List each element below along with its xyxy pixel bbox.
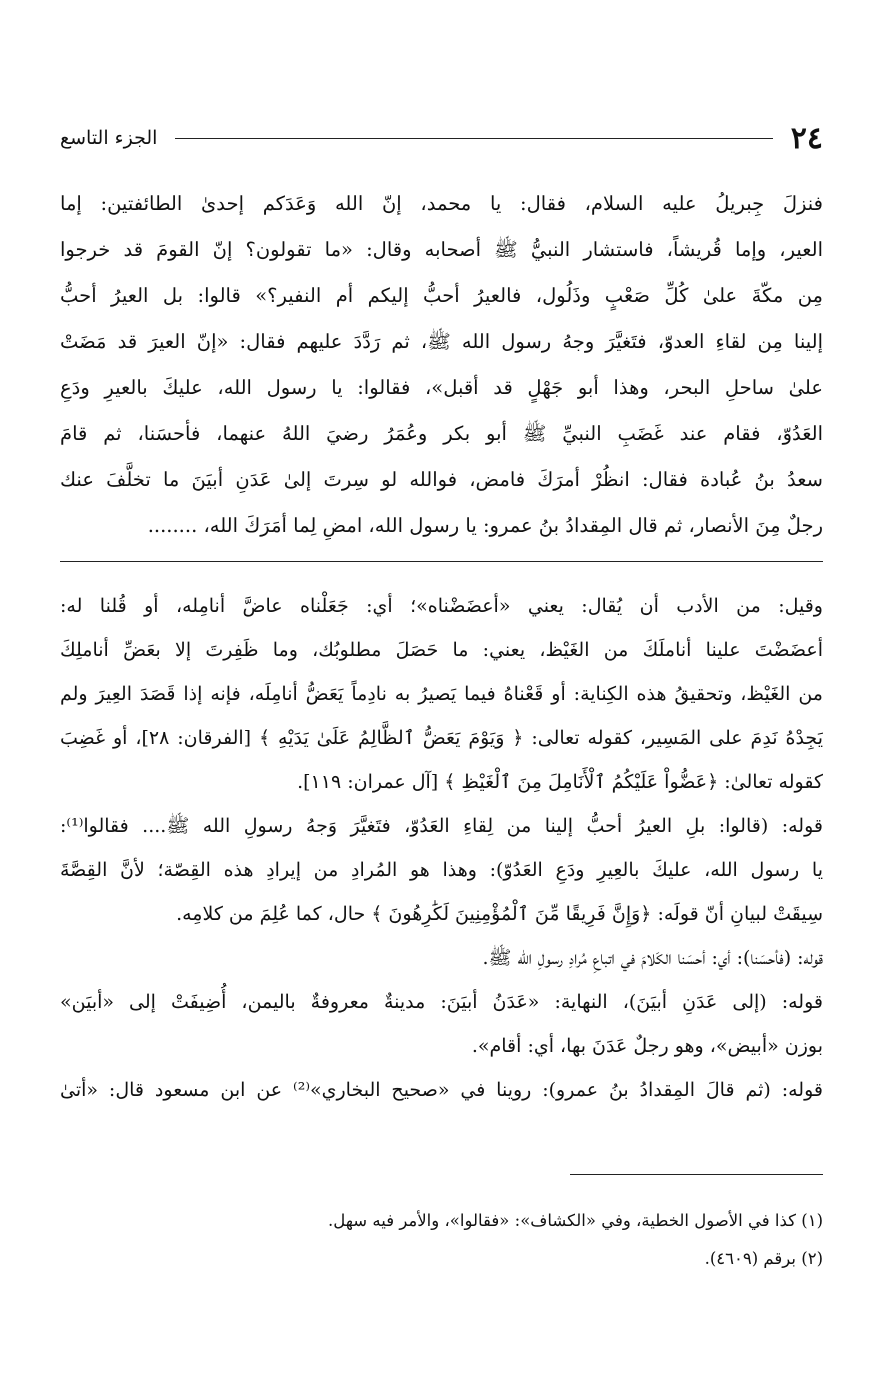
commentary-line: أعضَضْتَ علينا أناملَكَ من الغَيْظ، يعني: ما حَصَلَ مطلوبُك، وما ظَفِرتَ إلا بعَضِّ أناملِكَ	[60, 639, 823, 661]
section-divider	[60, 561, 823, 562]
commentary-line: وقيل: من الأدب أن يُقال: يعني «أعضَضْناه»؛ أي: جَعَلْناه عاضَّ أنامِله، أو قُلنا له:	[60, 595, 823, 617]
header-rule	[175, 138, 772, 139]
commentary-line: قوله: (إلى عَدَنِ أبيَنَ)، النهاية: «عَدَنُ أبيَنَ: مدينةٌ معروفةٌ باليمن، أُضِيفَتْ إلى «أبيَن»	[60, 991, 823, 1013]
commentary-text	[60, 584, 823, 1112]
page-number: ٢٤	[790, 120, 823, 156]
footnote: (١) كذا في الأصول الخطية، وفي «الكشاف»: «فقالوا»، والأمر فيه سهل.	[327, 1211, 823, 1230]
main-line: مِن مكّةَ علىٰ كُلِّ صَعْبٍ وذَلُول، فالعيرُ أحبُّ إليكم أم النفير؟» قالوا: بل العيرُ أحبُّ	[60, 284, 823, 307]
commentary-line: سِيقَتْ لبيانِ أنّ قولَه: ﴿وَإِنَّ فَرِيقًا مِّنَ ٱلْمُؤْمِنِينَ لَكَٰرِهُونَ ﴾ حال، كما عُلِمَ من كلامِه.	[176, 903, 823, 925]
main-line: العير، وإما قُريشاً، فاستشار النبيُّ ﷺ أصحابه وقال: «ما تقولون؟ إنّ القومَ قد خرجوا	[60, 238, 823, 261]
commentary-line: بوزن «أبيض»، وهو رجلٌ عَدَنَ بها، أي: أقام».	[471, 1035, 823, 1057]
commentary-line: من الغَيْظ، وتحقيقُ هذه الكِناية: أو قَعْناهُ فيما يَصيرُ به نادِماً يَعَضُّ أنامِلَه، فإنه إذا قَصَدَ العِيرَ ولم	[60, 683, 823, 705]
main-line: فنزلَ جِبريلُ عليه السلام، فقال: يا محمد، إنّ الله وَعَدَكم إحدىٰ الطائفتين: إما	[60, 192, 823, 215]
commentary-line: يَجِدْهُ نَدِمَ على المَسِير، كقوله تعالى: ﴿ وَيَوْمَ يَعَضُّ ٱلظَّالِمُ عَلَىٰ يَدَيْهِ ﴾ [الفرقان: ٢٨]، أو غَضِبَ	[60, 727, 823, 749]
commentary-line: كقوله تعالىٰ: ﴿عَضُّواْ عَلَيْكُمُ ٱلْأَنَامِلَ مِنَ ٱلْغَيْظِ ﴾ [آل عمران: ١١٩].	[297, 771, 823, 793]
footnote-divider	[570, 1174, 823, 1175]
commentary-line: يا رسول الله، عليكَ بالعِيرِ ودَعِ العَدُوّ): وهذا هو المُرادِ من إيرادِ هذه القِصّة؛ لأنَّ القِصَّةَ	[60, 859, 823, 881]
commentary-line: قوله: (ثم قالَ المِقدادُ بنُ عمرو): روينا في «صحيح البخاري»⁽²⁾ عن ابن مسعود قال: «أتىٰ	[60, 1079, 823, 1101]
main-line: إلينا مِن لقاءِ العدوّ، فتَغيَّرَ وجهُ رسول الله ﷺ، ثم رَدَّدَ عليهم فقال: «إنّ العيرَ قد مَضَتْ	[60, 330, 823, 353]
footnotes	[60, 1202, 823, 1278]
commentary-line: قوله: (فأحسَنا): أي: أحسَنا الكَلامَ في اتباعِ مُرادِ رسولِ الله ﷺ.	[482, 947, 823, 969]
part-title: الجزء التاسع	[60, 127, 158, 149]
main-line: رجلٌ مِنَ الأنصار، ثم قال المِقدادُ بنُ عمرو: يا رسول الله، امضِ لِما أمَرَكَ الله، ........	[147, 514, 823, 537]
main-text	[60, 181, 823, 549]
main-line: العَدُوّ، فقام عند غَضَبِ النبيِّ ﷺ أبو بكر وعُمَرُ رضيَ اللهُ عنهما، فأحسَنا، ثم قامَ	[60, 422, 823, 445]
main-line: سعدُ بنُ عُبادة فقال: انظُرْ أمرَكَ فامض، فوالله لو سِرتَ إلىٰ عَدَنِ أبيَنَ ما تخلَّفَ عنك	[60, 468, 823, 491]
commentary-line: قوله: (قالوا: بلِ العيرُ أحبُّ إلينا من لِقاءِ العَدُوّ، فتَغيَّرَ وَجهُ رسولِ الله ﷺ.... فقالوا⁽¹⁾:	[60, 815, 823, 837]
main-line: علىٰ ساحلِ البحر، وهذا أبو جَهْلٍ قد أقبل»، فقالوا: يا رسول الله، عليكَ بالعيرِ ودَعِ	[60, 376, 823, 399]
running-header	[60, 118, 823, 158]
footnote: (٢) برقم (٤٦٠٩).	[704, 1249, 823, 1268]
